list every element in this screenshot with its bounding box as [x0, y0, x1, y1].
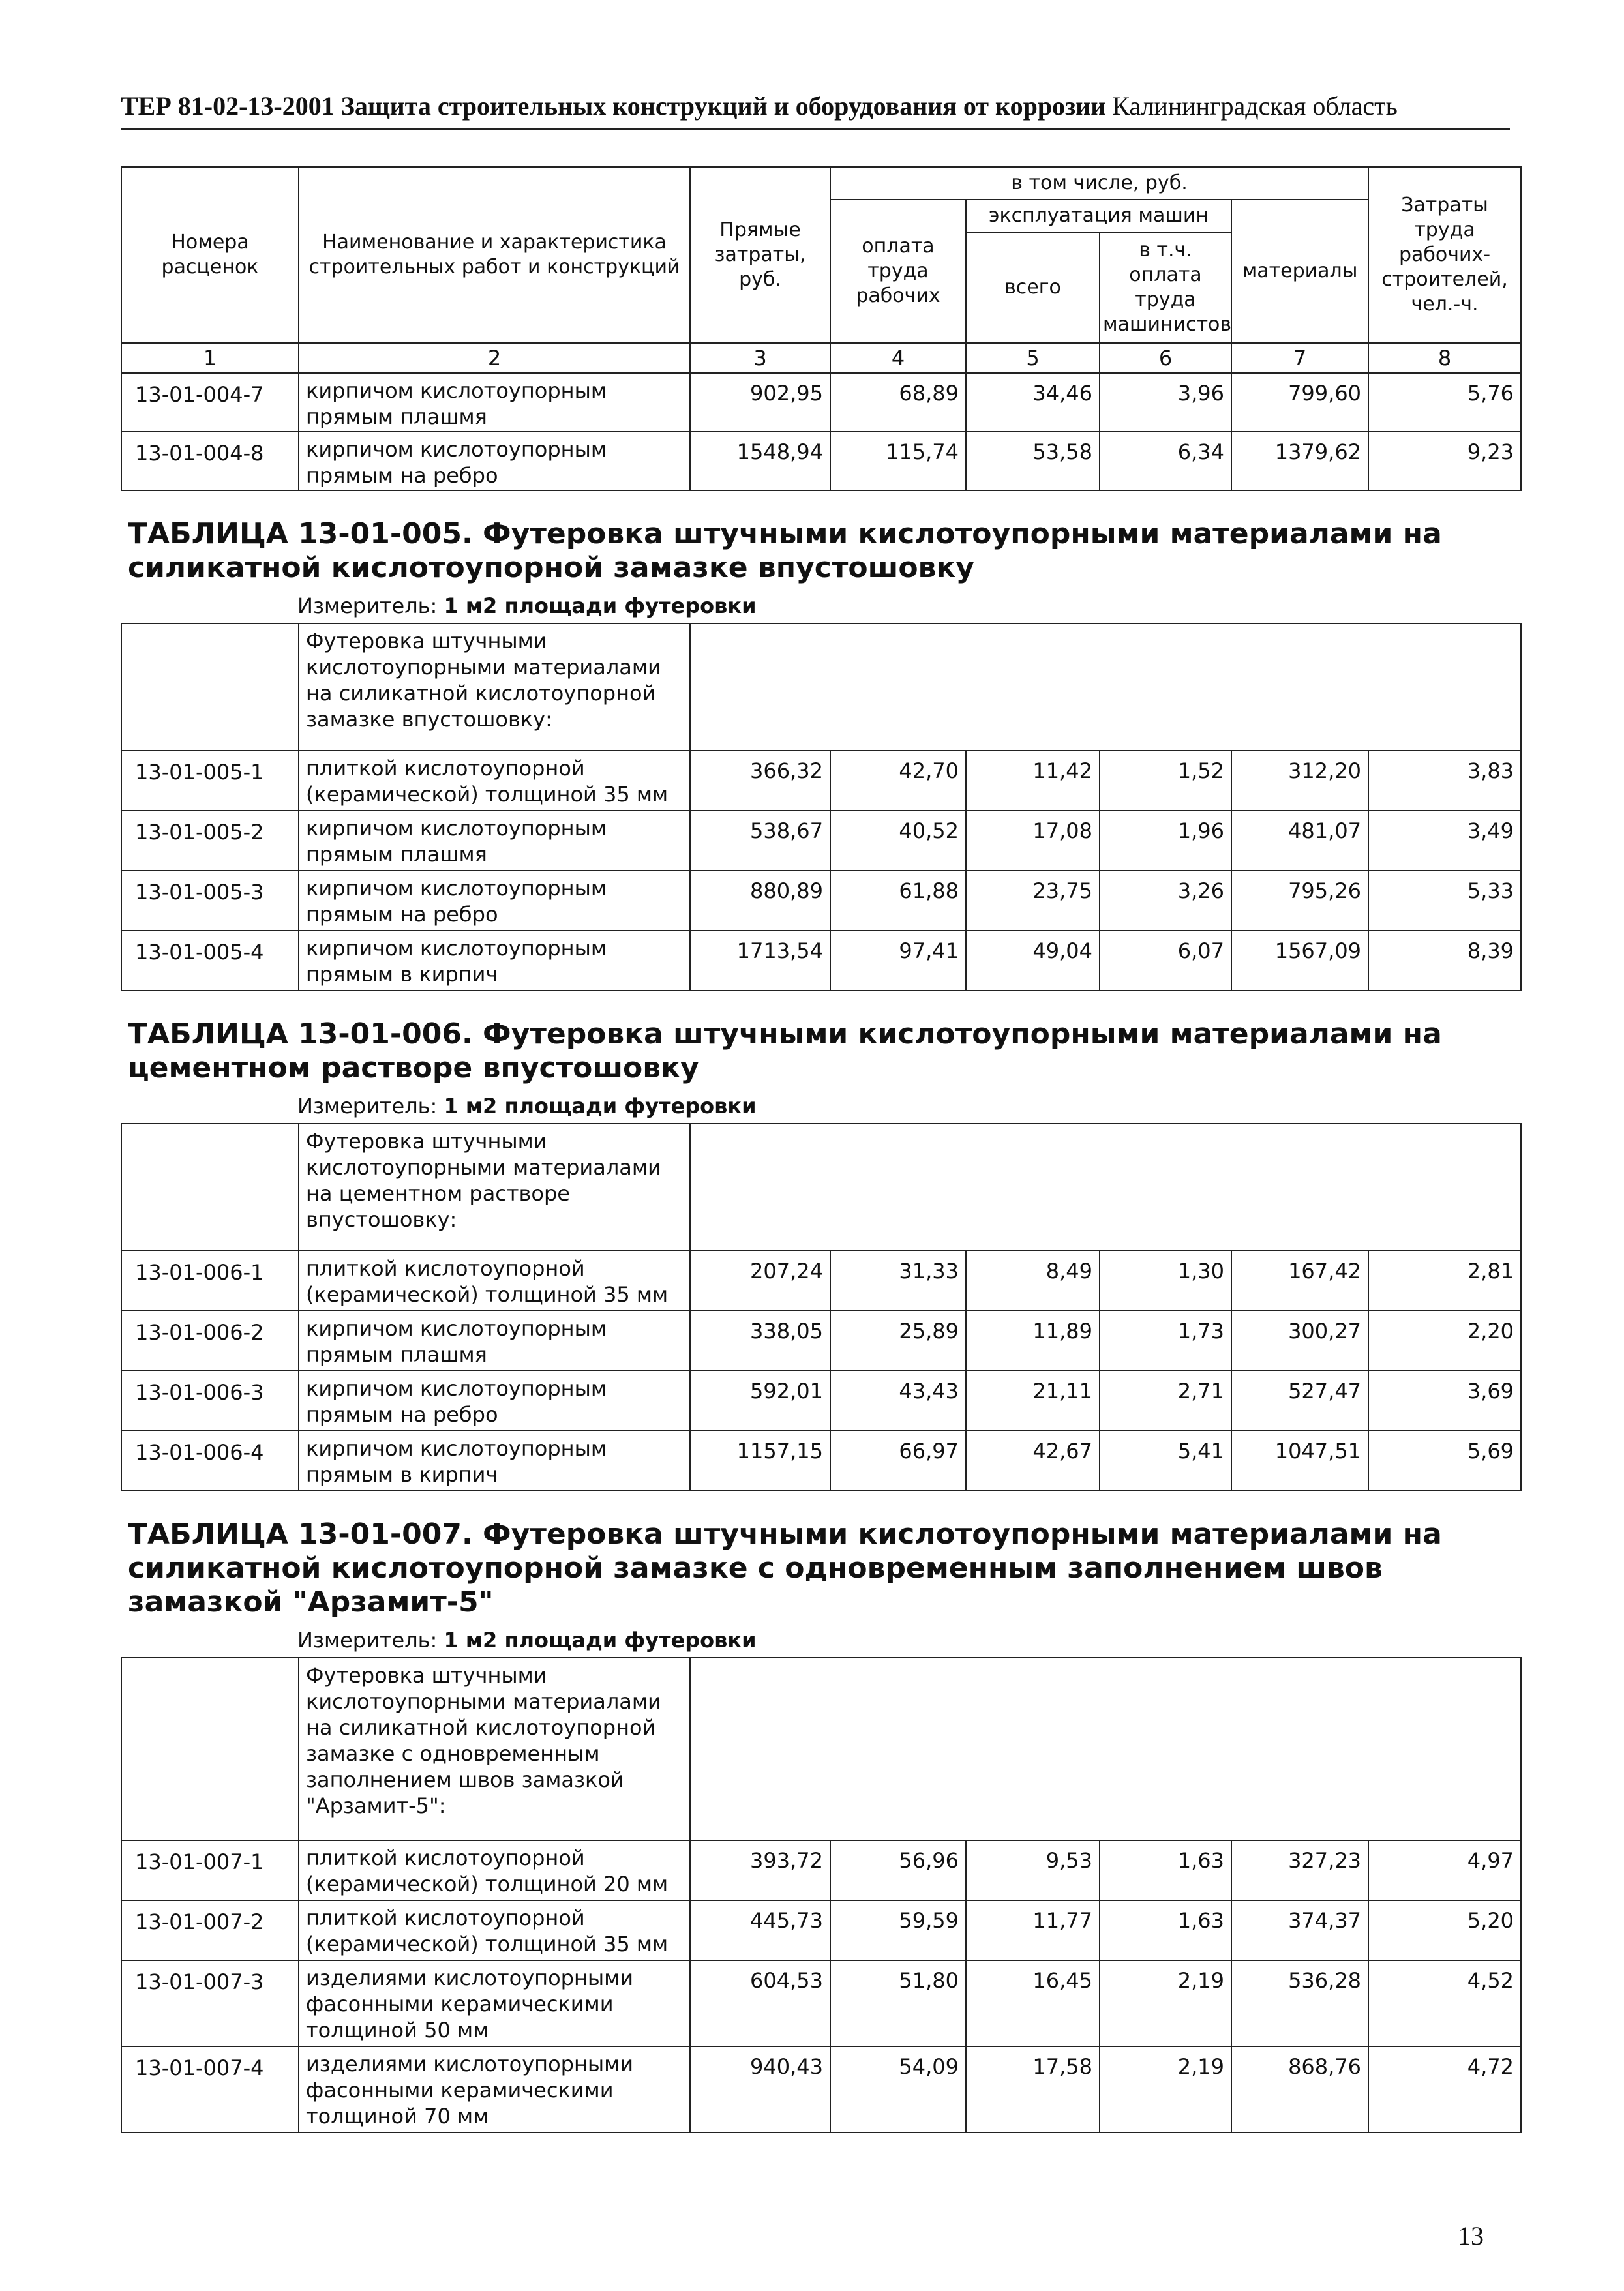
measure-value: 1 м2 площади футеровки	[444, 1094, 757, 1118]
machines-total: 8,49	[966, 1251, 1100, 1311]
col-header-labor-pay: оплата труда рабочих	[830, 200, 966, 343]
machinists-pay: 1,52	[1100, 751, 1231, 811]
work-description: кирпичом кислотоупорным прямым в кирпич	[299, 931, 690, 991]
table-row	[121, 1840, 1521, 1900]
labor-pay: 31,33	[830, 1251, 966, 1311]
labor-pay: 40,52	[830, 811, 966, 871]
labor-hours: 2,20	[1368, 1311, 1521, 1371]
work-description: кирпичом кислотоупорным прямым на ребро	[299, 871, 690, 931]
work-description: изделиями кислотоупорными фасонными керамическими толщиной 70 мм	[299, 2046, 690, 2133]
machinists-pay: 1,63	[1100, 1840, 1231, 1900]
machines-total: 49,04	[966, 931, 1100, 991]
machines-total: 11,89	[966, 1311, 1100, 1371]
table-row	[121, 931, 1521, 991]
col-number: 1	[121, 343, 299, 373]
group-intro-row	[121, 1658, 1521, 1840]
rate-code: 13-01-007-2	[121, 1900, 299, 1960]
col-header-including: в том числе, руб.	[830, 167, 1368, 200]
table-row	[121, 1960, 1521, 2046]
labor-hours: 4,72	[1368, 2046, 1521, 2133]
materials-cost: 312,20	[1231, 751, 1368, 811]
column-number-row	[121, 343, 1521, 373]
rate-code: 13-01-007-1	[121, 1840, 299, 1900]
materials-cost: 868,76	[1231, 2046, 1368, 2133]
materials-cost: 1379,62	[1231, 432, 1368, 490]
col-header-incl-machinist: в т.ч. оплата труда машинистов	[1100, 232, 1231, 343]
page-number: 13	[1458, 2221, 1484, 2251]
labor-pay: 59,59	[830, 1900, 966, 1960]
labor-pay: 66,97	[830, 1431, 966, 1491]
work-description: плиткой кислотоупорной (керамической) толщиной 35 мм	[299, 751, 690, 811]
machinists-pay: 2,71	[1100, 1371, 1231, 1431]
table-row	[121, 1311, 1521, 1371]
materials-cost: 481,07	[1231, 811, 1368, 871]
group-intro-row	[121, 623, 1521, 751]
rate-code: 13-01-004-7	[121, 373, 299, 432]
machines-total: 21,11	[966, 1371, 1100, 1431]
table-row	[121, 1371, 1521, 1431]
rate-code: 13-01-007-3	[121, 1960, 299, 2046]
machines-total: 16,45	[966, 1960, 1100, 2046]
labor-pay: 97,41	[830, 931, 966, 991]
labor-pay: 42,70	[830, 751, 966, 811]
labor-pay: 25,89	[830, 1311, 966, 1371]
direct-cost: 1548,94	[690, 432, 830, 490]
blank-cell	[690, 1658, 1521, 1840]
direct-cost: 1713,54	[690, 931, 830, 991]
rate-code: 13-01-006-1	[121, 1251, 299, 1311]
col-number: 8	[1368, 343, 1521, 373]
header-row-1	[121, 167, 1521, 200]
table-title: ТАБЛИЦА 13-01-007. Футеровка штучными кислотоупорными материалами на силикатной кислотоупорной замазке с одновременным заполнением швов замазкой "Арзамит-5"	[128, 1518, 1442, 1619]
materials-cost: 167,42	[1231, 1251, 1368, 1311]
rate-code: 13-01-007-4	[121, 2046, 299, 2133]
labor-hours: 9,23	[1368, 432, 1521, 490]
labor-pay: 115,74	[830, 432, 966, 490]
machinists-pay: 1,96	[1100, 811, 1231, 871]
col-header-code: Номера расценок	[121, 167, 299, 343]
blank-cell	[121, 623, 299, 751]
direct-cost: 538,67	[690, 811, 830, 871]
col-header-machine-op: эксплуатация машин	[966, 200, 1231, 232]
direct-cost: 393,72	[690, 1840, 830, 1900]
direct-cost: 1157,15	[690, 1431, 830, 1491]
machines-total: 53,58	[966, 432, 1100, 490]
materials-cost: 1567,09	[1231, 931, 1368, 991]
direct-cost: 338,05	[690, 1311, 830, 1371]
measure-label: Измеритель:	[297, 1628, 438, 1653]
labor-hours: 3,83	[1368, 751, 1521, 811]
materials-cost: 374,37	[1231, 1900, 1368, 1960]
col-number: 3	[690, 343, 830, 373]
measure-value: 1 м2 площади футеровки	[444, 1628, 757, 1653]
machines-total: 42,67	[966, 1431, 1100, 1491]
col-number: 6	[1100, 343, 1231, 373]
table-title: ТАБЛИЦА 13-01-006. Футеровка штучными кислотоупорными материалами на цементном растворе впустошовку	[128, 1017, 1442, 1085]
rates-table-container	[121, 166, 1520, 2133]
table-caption	[121, 490, 1521, 623]
rate-code: 13-01-005-3	[121, 871, 299, 931]
table-row	[121, 2046, 1521, 2133]
group-intro: Футеровка штучными кислотоупорными материалами на силикатной кислотоупорной замазке впустошовку:	[299, 623, 690, 751]
col-header-direct: Прямые затраты, руб.	[690, 167, 830, 343]
measure-value: 1 м2 площади футеровки	[444, 593, 757, 618]
rate-code: 13-01-004-8	[121, 432, 299, 490]
table-row	[121, 1431, 1521, 1491]
blank-cell	[121, 1124, 299, 1251]
labor-hours: 4,52	[1368, 1960, 1521, 2046]
col-number: 2	[299, 343, 690, 373]
labor-pay: 68,89	[830, 373, 966, 432]
table-row	[121, 432, 1521, 490]
table-title-row	[121, 1491, 1521, 1658]
work-description: плиткой кислотоупорной (керамической) толщиной 35 мм	[299, 1251, 690, 1311]
rate-code: 13-01-005-1	[121, 751, 299, 811]
labor-hours: 4,97	[1368, 1840, 1521, 1900]
group-intro: Футеровка штучными кислотоупорными материалами на цементном растворе впустошовку:	[299, 1124, 690, 1251]
rate-code: 13-01-006-4	[121, 1431, 299, 1491]
materials-cost: 536,28	[1231, 1960, 1368, 2046]
table-row	[121, 1251, 1521, 1311]
labor-hours: 5,20	[1368, 1900, 1521, 1960]
measure-unit	[121, 1619, 1521, 1657]
direct-cost: 445,73	[690, 1900, 830, 1960]
col-number: 7	[1231, 343, 1368, 373]
table-row	[121, 811, 1521, 871]
machinists-pay: 6,34	[1100, 432, 1231, 490]
labor-hours: 2,81	[1368, 1251, 1521, 1311]
labor-hours: 3,69	[1368, 1371, 1521, 1431]
machinists-pay: 3,96	[1100, 373, 1231, 432]
group-intro-row	[121, 1124, 1521, 1251]
materials-cost: 799,60	[1231, 373, 1368, 432]
machinists-pay: 3,26	[1100, 871, 1231, 931]
machines-total: 11,42	[966, 751, 1100, 811]
page-header	[121, 90, 1510, 123]
direct-cost: 880,89	[690, 871, 830, 931]
materials-cost: 527,47	[1231, 1371, 1368, 1431]
work-description: кирпичом кислотоупорным прямым плашмя	[299, 811, 690, 871]
rate-code: 13-01-006-2	[121, 1311, 299, 1371]
materials-cost: 327,23	[1231, 1840, 1368, 1900]
direct-cost: 940,43	[690, 2046, 830, 2133]
col-number: 5	[966, 343, 1100, 373]
machinists-pay: 1,63	[1100, 1900, 1231, 1960]
work-description: кирпичом кислотоупорным прямым на ребро	[299, 1371, 690, 1431]
machines-total: 17,08	[966, 811, 1100, 871]
work-description: плиткой кислотоупорной (керамической) толщиной 20 мм	[299, 1840, 690, 1900]
labor-hours: 3,49	[1368, 811, 1521, 871]
materials-cost: 300,27	[1231, 1311, 1368, 1371]
work-description: изделиями кислотоупорными фасонными керамическими толщиной 50 мм	[299, 1960, 690, 2046]
document-title: ТЕР 81-02-13-2001 Защита строительных конструкций и оборудования от коррозии	[121, 91, 1106, 121]
labor-hours: 5,76	[1368, 373, 1521, 432]
machines-total: 11,77	[966, 1900, 1100, 1960]
table-row	[121, 1900, 1521, 1960]
header-rule	[121, 128, 1510, 130]
machines-total: 34,46	[966, 373, 1100, 432]
machinists-pay: 1,73	[1100, 1311, 1231, 1371]
measure-label: Измеритель:	[297, 1094, 438, 1118]
work-description: кирпичом кислотоупорным прямым плашмя	[299, 1311, 690, 1371]
materials-cost: 795,26	[1231, 871, 1368, 931]
machinists-pay: 1,30	[1100, 1251, 1231, 1311]
measure-unit	[121, 585, 1521, 623]
direct-cost: 366,32	[690, 751, 830, 811]
table-caption	[121, 1491, 1521, 1658]
direct-cost: 604,53	[690, 1960, 830, 2046]
work-description: кирпичом кислотоупорным прямым на ребро	[299, 432, 690, 490]
work-description: кирпичом кислотоупорным прямым в кирпич	[299, 1431, 690, 1491]
col-number: 4	[830, 343, 966, 373]
labor-hours: 8,39	[1368, 931, 1521, 991]
labor-pay: 56,96	[830, 1840, 966, 1900]
machinists-pay: 2,19	[1100, 1960, 1231, 2046]
labor-hours: 5,69	[1368, 1431, 1521, 1491]
col-header-total: всего	[966, 232, 1100, 343]
measure-unit	[121, 1085, 1521, 1123]
table-caption	[121, 991, 1521, 1124]
table-row	[121, 871, 1521, 931]
table-row	[121, 751, 1521, 811]
blank-cell	[121, 1658, 299, 1840]
machines-total: 9,53	[966, 1840, 1100, 1900]
machinists-pay: 6,07	[1100, 931, 1231, 991]
table-title-row	[121, 490, 1521, 623]
direct-cost: 902,95	[690, 373, 830, 432]
materials-cost: 1047,51	[1231, 1431, 1368, 1491]
measure-label: Измеритель:	[297, 593, 438, 618]
machines-total: 23,75	[966, 871, 1100, 931]
col-header-materials: материалы	[1231, 200, 1368, 343]
labor-hours: 5,33	[1368, 871, 1521, 931]
labor-pay: 43,43	[830, 1371, 966, 1431]
machinists-pay: 5,41	[1100, 1431, 1231, 1491]
labor-pay: 51,80	[830, 1960, 966, 2046]
rate-code: 13-01-005-2	[121, 811, 299, 871]
rate-code: 13-01-006-3	[121, 1371, 299, 1431]
table-row	[121, 373, 1521, 432]
document-region: Калининградская область	[1112, 91, 1398, 121]
direct-cost: 207,24	[690, 1251, 830, 1311]
direct-cost: 592,01	[690, 1371, 830, 1431]
blank-cell	[690, 1124, 1521, 1251]
blank-cell	[690, 623, 1521, 751]
col-header-name: Наименование и характеристика строительных работ и конструкций	[299, 167, 690, 343]
labor-pay: 54,09	[830, 2046, 966, 2133]
machinists-pay: 2,19	[1100, 2046, 1231, 2133]
rate-code: 13-01-005-4	[121, 931, 299, 991]
machines-total: 17,58	[966, 2046, 1100, 2133]
work-description: плиткой кислотоупорной (керамической) толщиной 35 мм	[299, 1900, 690, 1960]
rates-table	[121, 166, 1522, 2133]
labor-pay: 61,88	[830, 871, 966, 931]
group-intro: Футеровка штучными кислотоупорными материалами на силикатной кислотоупорной замазке с одновременным заполнением швов замазкой "Арзамит-5":	[299, 1658, 690, 1840]
table-title-row	[121, 991, 1521, 1124]
work-description: кирпичом кислотоупорным прямым плашмя	[299, 373, 690, 432]
col-header-labor-cost: Затраты труда рабочих-строителей, чел.-ч.	[1368, 167, 1521, 343]
table-title: ТАБЛИЦА 13-01-005. Футеровка штучными кислотоупорными материалами на силикатной кислотоупорной замазке впустошовку	[128, 517, 1442, 584]
